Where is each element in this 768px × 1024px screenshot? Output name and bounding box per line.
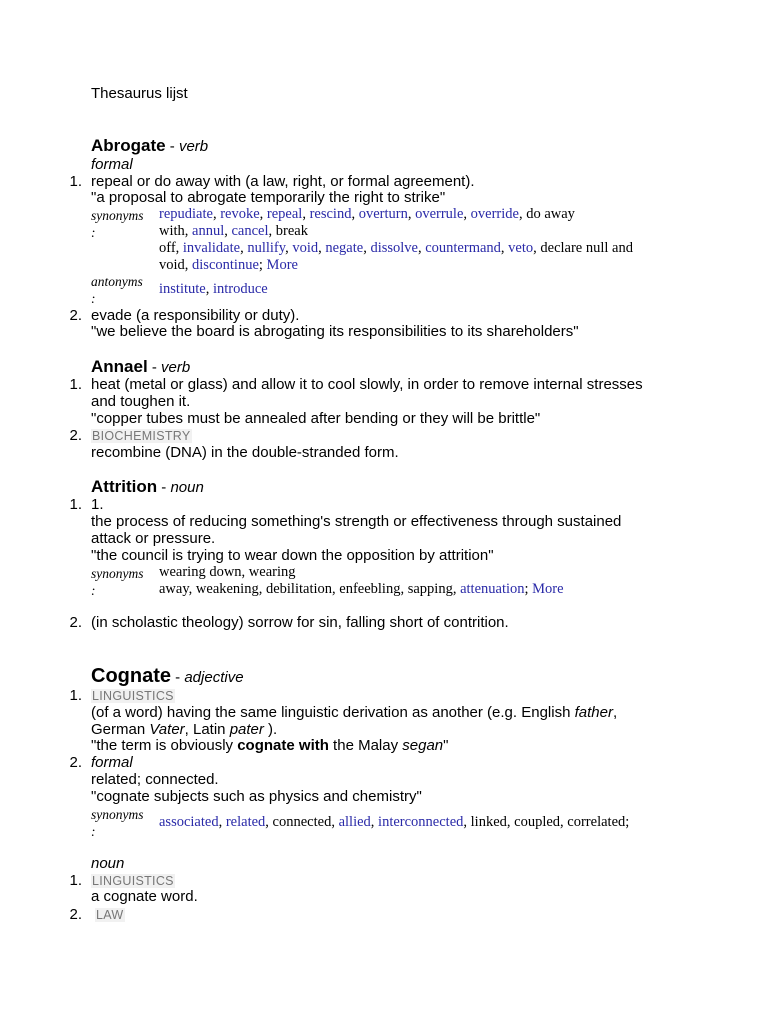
synonym-link[interactable]: overturn xyxy=(358,206,408,222)
synonym-row: away, weakening, debilitation, enfeebling, sapping, attenuation; More xyxy=(159,581,564,597)
field-label: LAW xyxy=(96,908,124,922)
synonym-link[interactable]: related xyxy=(225,814,266,830)
definition-line: German Vater, Latin pater ). xyxy=(91,721,278,738)
synonym-text: debilitation xyxy=(265,581,333,597)
synonym-row: with, annul, cancel, break xyxy=(159,223,308,239)
synonym-link[interactable]: veto xyxy=(508,240,534,256)
synonym-link[interactable]: associated xyxy=(159,814,219,830)
headword: Abrogate xyxy=(91,136,166,155)
sense-number: 1. xyxy=(69,376,82,393)
synonym-link[interactable]: invalidate xyxy=(182,240,241,256)
entry-heading-attrition xyxy=(91,477,204,497)
synonym-row: void, discontinue; More xyxy=(159,257,298,273)
synonym-text: off xyxy=(159,240,176,256)
field-label-wrap xyxy=(91,872,691,889)
synonyms-colon: : xyxy=(91,824,96,839)
separator-dash: - xyxy=(151,359,162,376)
sense-number: 1. xyxy=(69,496,82,513)
antonym-link[interactable]: institute xyxy=(159,281,206,297)
antonyms-label: antonyms xyxy=(91,274,143,289)
sense-number: 1. xyxy=(69,687,82,704)
example: "copper tubes must be annealed after bending or they will be brittle" xyxy=(91,410,541,427)
synonym-row: repudiate, revoke, repeal, rescind, overturn, overrule, override, do away xyxy=(159,206,575,222)
definition: a cognate word. xyxy=(91,888,198,905)
definition: repeal or do away with (a law, right, or formal agreement). xyxy=(91,173,475,190)
part-of-speech-noun: noun xyxy=(91,855,125,872)
example: "we believe the board is abrogating its responsibilities to its shareholders" xyxy=(91,323,579,340)
entry-heading-annael xyxy=(91,357,190,377)
part-of-speech: adjective xyxy=(184,669,244,686)
part-of-speech: verb xyxy=(178,138,209,155)
synonym-text: declare null and xyxy=(540,240,633,256)
synonym-row: off, invalidate, nullify, void, negate, dissolve, countermand, veto, declare null and xyxy=(159,240,633,256)
synonyms-label: synonyms xyxy=(91,208,144,223)
separator-dash: - xyxy=(175,669,185,686)
page-title: Thesaurus lijst xyxy=(91,85,188,102)
example: "a proposal to abrogate temporarily the right to strike" xyxy=(91,189,446,206)
part-of-speech: verb xyxy=(161,359,191,376)
example: "cognate subjects such as physics and chemistry" xyxy=(91,788,422,805)
synonym-link[interactable]: nullify xyxy=(247,240,286,256)
synonym-text: void xyxy=(159,257,185,273)
field-label-wrap xyxy=(91,427,691,444)
antonyms-colon: : xyxy=(91,291,96,306)
synonym-text: do away xyxy=(526,206,575,222)
part-of-speech: noun xyxy=(170,479,204,496)
synonym-link[interactable]: attenuation xyxy=(460,581,525,597)
synonym-link[interactable]: negate xyxy=(325,240,364,256)
more-link[interactable]: More xyxy=(532,581,564,597)
synonym-link[interactable]: rescind xyxy=(309,206,352,222)
example: "the term is obviously cognate with the Malay segan" xyxy=(91,737,449,754)
definition-line: attack or pressure. xyxy=(91,530,216,547)
sense-number: 2. xyxy=(69,427,82,444)
synonym-list xyxy=(159,206,679,274)
synonym-list: associated, related, connected, allied, interconnected, linked, coupled, correlated; xyxy=(159,814,630,830)
definition-line: (of a word) having the same linguistic derivation as another (e.g. English father, xyxy=(91,704,618,721)
synonym-link[interactable]: revoke xyxy=(220,206,260,222)
synonym-link[interactable]: override xyxy=(470,206,519,222)
synonym-link[interactable]: repudiate xyxy=(159,206,213,222)
field-label: LINGUISTICS xyxy=(92,874,174,888)
synonyms-label: synonyms xyxy=(91,807,144,822)
synonyms-label: synonyms xyxy=(91,566,144,581)
register-label: formal xyxy=(91,156,133,173)
example: "the council is trying to wear down the opposition by attrition" xyxy=(91,547,494,564)
definition: evade (a responsibility or duty). xyxy=(91,307,300,324)
field-label: LINGUISTICS xyxy=(92,689,174,703)
synonyms-colon: : xyxy=(91,225,96,240)
sense-number: 2. xyxy=(69,754,82,771)
sense-number: 2. xyxy=(69,614,82,631)
synonym-text: coupled xyxy=(514,814,561,830)
synonym-link[interactable]: allied xyxy=(338,814,371,830)
separator-dash: - xyxy=(169,138,179,155)
synonym-text: linked xyxy=(470,814,507,830)
synonym-text: enfeebling xyxy=(339,581,401,597)
field-label-wrap xyxy=(91,687,691,704)
register-label: formal xyxy=(91,754,133,771)
entry-heading-abrogate xyxy=(91,136,208,156)
definition-line: the process of reducing something's strength or effectiveness through sustained xyxy=(91,513,622,530)
synonym-list xyxy=(159,564,679,598)
entry-heading-cognate xyxy=(91,665,244,688)
field-label-wrap xyxy=(95,906,695,923)
synonym-text: with xyxy=(159,223,185,239)
synonym-text: connected xyxy=(272,814,332,830)
synonym-text: wearing xyxy=(248,564,296,580)
antonym-link[interactable]: introduce xyxy=(212,281,268,297)
sense-number: 1. xyxy=(69,872,82,889)
definition-line: heat (metal or glass) and allow it to cool slowly, in order to remove internal stresses xyxy=(91,376,643,393)
synonym-text: sapping xyxy=(407,581,453,597)
headword: Annael xyxy=(91,357,148,376)
definition-line: and toughen it. xyxy=(91,393,191,410)
separator-dash: - xyxy=(161,479,171,496)
synonym-link[interactable]: overrule xyxy=(415,206,464,222)
sense-number: 2. xyxy=(69,307,82,324)
synonym-link[interactable]: annul xyxy=(192,223,225,239)
synonym-link[interactable]: interconnected xyxy=(378,814,464,830)
field-label: BIOCHEMISTRY xyxy=(92,429,191,443)
synonyms-colon: : xyxy=(91,583,96,598)
headword: Cognate xyxy=(91,665,171,687)
sense-number: 2. xyxy=(69,906,82,923)
synonym-link[interactable]: cancel xyxy=(231,223,269,239)
more-link[interactable]: More xyxy=(266,257,298,273)
synonym-link[interactable]: void xyxy=(292,240,319,256)
antonym-list: institute, introduce xyxy=(159,281,268,297)
synonym-link[interactable]: countermand xyxy=(425,240,501,256)
synonym-link[interactable]: discontinue xyxy=(192,257,259,273)
synonym-text: wearing down xyxy=(159,564,242,580)
inner-number: 1. xyxy=(91,496,104,513)
synonym-text: weakening xyxy=(195,581,259,597)
sense-number: 1. xyxy=(69,173,82,190)
definition: recombine (DNA) in the double-stranded form. xyxy=(91,444,399,461)
synonym-row: wearing down, wearing xyxy=(159,564,296,580)
definition: related; connected. xyxy=(91,771,219,788)
headword: Attrition xyxy=(91,477,158,496)
synonym-link[interactable]: dissolve xyxy=(370,240,418,256)
definition: (in scholastic theology) sorrow for sin, falling short of contrition. xyxy=(91,614,509,631)
synonym-text: break xyxy=(275,223,308,239)
synonym-text: correlated; xyxy=(567,814,630,830)
synonym-link[interactable]: repeal xyxy=(266,206,303,222)
synonym-text: away xyxy=(159,581,189,597)
